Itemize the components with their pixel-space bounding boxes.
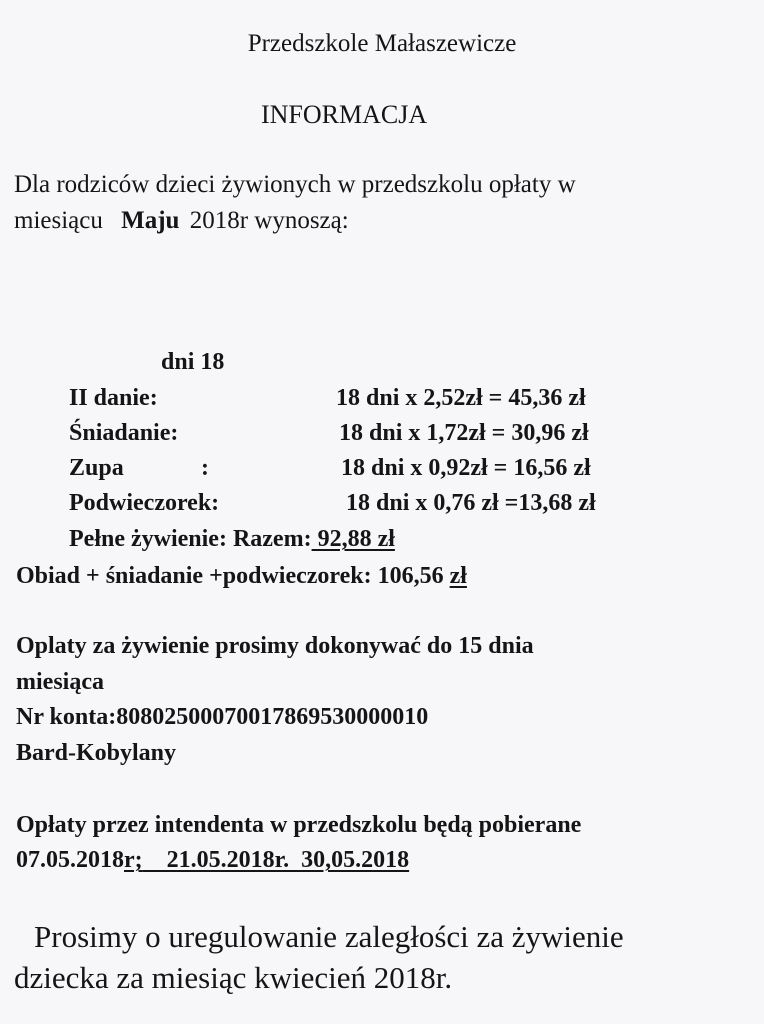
fee-calc-main-course: 18 dni x 2,52zł = 45,36 zł [336, 385, 586, 411]
collection-dates-rest: 21.05.2018r. 30,05.2018 [142, 847, 410, 873]
fee-calc-breakfast: 18 dni x 1,72zł = 30,96 zł [339, 420, 589, 446]
intro-month: Maju [121, 207, 180, 234]
payment-deadline-line-2: miesiąca [16, 669, 104, 695]
fee-label-snack: Podwieczorek: [69, 490, 220, 516]
intro-month-prefix: miesiącu [14, 207, 103, 234]
school-name: Przedszkole Małaszewicze [247, 30, 517, 57]
collection-date-1-suffix: r; [124, 847, 143, 873]
bank-account: Nr konta:80802500070017869530000010 [16, 704, 429, 730]
intro-line-2 [14, 207, 349, 235]
fee-label-soup-colon: : [201, 455, 209, 481]
full-board-label: Pełne żywienie: Razem: [69, 526, 312, 552]
combo-label: Obiad + śniadanie +podwieczorek: 106,56 [16, 563, 444, 589]
full-board-value: 92,88 zł [311, 526, 395, 552]
days-count: dni 18 [161, 349, 225, 375]
collection-line-1: Opłaty przez intendenta w przedszkolu będą pobierane [16, 812, 582, 838]
fee-label-breakfast: Śniadanie: [69, 420, 179, 446]
collection-dates [16, 847, 409, 874]
fee-calc-soup: 18 dni x 0,92zł = 16,56 zł [341, 455, 591, 481]
document-title: INFORMACJA [261, 100, 428, 129]
intro-line-1: Dla rodziców dzieci żywionych w przedszkolu opłaty w [14, 171, 576, 198]
combo-unit: zł [449, 563, 467, 589]
intro-month-suffix: 2018r wynoszą: [189, 207, 349, 234]
fee-label-main-course: II danie: [69, 385, 158, 411]
arrears-line-1: Prosimy o uregulowanie zaległości za żywienie [34, 919, 624, 954]
fee-calc-snack: 18 dni x 0,76 zł =13,68 zł [346, 490, 596, 516]
collection-date-1: 07.05.2018 [16, 847, 124, 873]
payment-deadline-line-1: Oplaty za żywienie prosimy dokonywać do 15 dnia [16, 633, 534, 659]
arrears-line-2: dziecka za miesiąc kwiecień 2018r. [14, 960, 453, 995]
bank-name: Bard-Kobylany [16, 740, 177, 766]
full-board-total [69, 526, 395, 553]
fee-label-soup: Zupa [69, 455, 124, 481]
combo-total [16, 563, 467, 590]
